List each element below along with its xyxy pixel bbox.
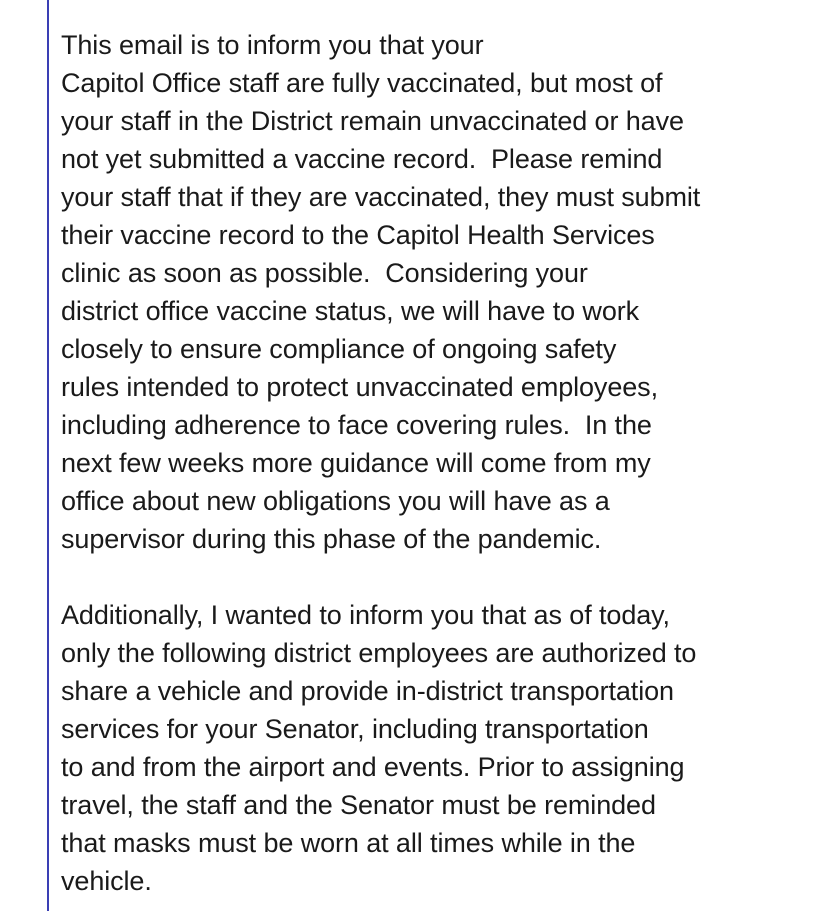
paragraph-vaccination-status: [61, 26, 821, 558]
text-line: to and from the airport and events. Prior to assigning: [61, 752, 685, 782]
text-line: your staff in the District remain unvaccinated or have: [61, 106, 684, 136]
text-line: vehicle.: [61, 866, 152, 896]
text-line: closely to ensure compliance of ongoing safety: [61, 334, 617, 364]
text-line: services for your Senator, including transportation: [61, 714, 649, 744]
text-line: district office vaccine status, we will have to work: [61, 296, 640, 326]
text-line: that masks must be worn at all times while in the: [61, 828, 636, 858]
paragraph-transportation: [61, 596, 821, 900]
text-line: share a vehicle and provide in-district transportation: [61, 676, 674, 706]
text-line: not yet submitted a vaccine record. Please remind: [61, 144, 663, 174]
text-line: Additionally, I wanted to inform you that as of today,: [61, 600, 670, 630]
text-line: clinic as soon as possible. Considering your: [61, 258, 588, 288]
text-line: your staff that if they are vaccinated, they must submit: [61, 182, 701, 212]
quote-bar: [47, 0, 49, 911]
text-line: their vaccine record to the Capitol Health Services: [61, 220, 655, 250]
text-line: next few weeks more guidance will come from my: [61, 448, 651, 478]
text-line: rules intended to protect unvaccinated employees,: [61, 372, 658, 402]
text-line: office about new obligations you will have as a: [61, 486, 610, 516]
text-line: only the following district employees are authorized to: [61, 638, 697, 668]
email-body: [61, 26, 821, 900]
text-line: supervisor during this phase of the pandemic.: [61, 524, 602, 554]
text-line: including adherence to face covering rules. In the: [61, 410, 652, 440]
text-line: Capitol Office staff are fully vaccinated, but most of: [61, 68, 663, 98]
paragraph-spacer: [61, 558, 821, 596]
text-line: travel, the staff and the Senator must be reminded: [61, 790, 656, 820]
text-line: This email is to inform you that your: [61, 30, 484, 60]
